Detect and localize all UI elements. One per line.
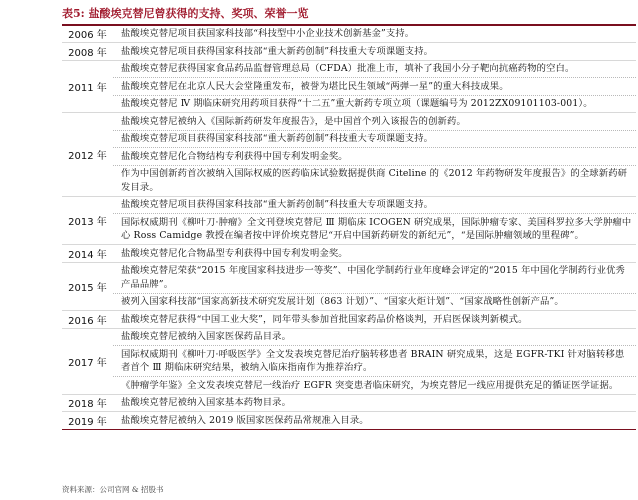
table-row [62, 412, 636, 430]
event-item: 盐酸埃克替尼被纳入《国际新药研发年度报告》，是中国首个列入该报告的创新药。 [113, 113, 636, 131]
honors-table [62, 24, 636, 430]
event-list [113, 412, 636, 429]
table-row [62, 26, 636, 44]
table-row [62, 43, 636, 61]
table-row [62, 61, 636, 114]
event-item: 盐酸埃克替尼化合物结构专利获得中国专利发明金奖。 [113, 148, 636, 166]
table-row [62, 263, 636, 312]
year-cell: 2008 年 [68, 47, 107, 59]
table-title: 盐酸埃克替尼曾获得的支持、奖项、荣誉一览 [88, 7, 309, 20]
table-row [62, 329, 636, 395]
event-item: 国际权威期刊《柳叶刀·呼吸医学》全文发表埃克替尼治疗脑转移患者 BRAIN 研究成果，这是 EGFR-TKI 针对脑转移患者首个 Ⅲ 期临床研究结果，被纳入临床指南作为推荐治疗。 [113, 346, 636, 377]
table-row [62, 113, 636, 197]
event-item: 盐酸埃克替尼项目获得国家科技部“重大新药创制”科技重大专项课题支持。 [113, 197, 636, 215]
year-cell: 2011 年 [68, 82, 107, 94]
event-list [113, 197, 636, 245]
event-list [113, 245, 636, 262]
year-cell: 2006 年 [68, 30, 107, 42]
event-list [113, 395, 636, 412]
event-item: 盐酸埃克替尼荣获“2015 年度国家科技进步一等奖”、中国化学制药行业年度峰会评定的“2015 年中国化学制药行业优秀产品品牌”。 [113, 263, 636, 294]
year-cell: 2019 年 [68, 416, 107, 428]
year-cell: 2017 年 [68, 357, 107, 369]
event-list [113, 329, 636, 394]
event-list [113, 113, 636, 196]
table-row [62, 395, 636, 413]
event-item: 作为中国创新药首次被纳入国际权威的医药临床试验数据提供商 Citeline 的《2012 年药物研发年度报告》的全球新药研发目录。 [121, 168, 628, 193]
event-item: 《肿瘤学年鉴》全文发表埃克替尼一线治疗 EGFR 突变患者临床研究，为埃克替尼一线应用提供充足的循证医学证据。 [121, 379, 619, 391]
table-number: 表5: [62, 7, 85, 20]
event-item: 盐酸埃克替尼被纳入国家基本药物目录。 [121, 397, 292, 409]
event-list [113, 26, 636, 43]
event-item: 盐酸埃克替尼获得国家食品药品监督管理总局（CFDA）批准上市，填补了我国小分子靶向抗癌药物的空白。 [113, 61, 636, 79]
event-item: 国际权威期刊《柳叶刀·肿瘤》全文刊登埃克替尼 Ⅲ 期临床 ICOGEN 研究成果，国际肿瘤专家、美国科罗拉多大学肿瘤中心 Ross Camidge 教授在编者按中评价埃克替尼“开启中国新药研发的新纪元”，“是国际肿瘤领域的里程碑”。 [121, 216, 632, 242]
year-cell: 2012 年 [68, 150, 107, 162]
event-list [113, 311, 636, 328]
source-note: 资料来源：公司官网 & 招股书 [62, 485, 164, 494]
year-cell: 2018 年 [68, 399, 107, 411]
table-caption [62, 5, 309, 21]
year-cell: 2013 年 [68, 216, 107, 228]
event-item: 盐酸埃克替尼化合物晶型专利获得中国专利发明金奖。 [121, 247, 348, 259]
event-item: 盐酸埃克替尼被纳入国家医保药品目录。 [113, 329, 636, 347]
year-cell: 2015 年 [68, 282, 107, 294]
event-item: 盐酸埃克替尼项目获国家科技部“科技型中小企业技术创新基金”支持。 [121, 28, 415, 40]
year-cell: 2014 年 [68, 249, 107, 261]
table-row [62, 197, 636, 246]
event-item: 盐酸埃克替尼项目获得国家科技部“重大新药创制”科技重大专项课题支持。 [121, 45, 434, 57]
event-item: 被列入国家科技部“国家高新技术研究发展计划（863 计划）”、“国家火炬计划”、“国家战略性创新产品”。 [121, 296, 564, 308]
event-item: 盐酸埃克替尼获得“中国工业大奖”，同年带头参加首批国家药品价格谈判，开启医保谈判新模式。 [121, 313, 528, 325]
event-item: 盐酸埃克替尼 Ⅳ 期临床研究用药项目获得“十二五”重大新药专项立项（课题编号为 2012ZX09101103-001）。 [121, 98, 593, 110]
event-list [113, 43, 636, 60]
event-item: 盐酸埃克替尼在北京人民大会堂隆重发布，被誉为堪比民生领域“两弹一星”的重大科技成果。 [113, 78, 636, 96]
event-list [113, 263, 636, 311]
table-row [62, 245, 636, 263]
event-item: 盐酸埃克替尼项目获得国家科技部“重大新药创制”科技重大专项课题支持。 [113, 131, 636, 149]
event-list [113, 61, 636, 113]
event-item: 盐酸埃克替尼被纳入 2019 版国家医保药品常规准入目录。 [121, 414, 369, 426]
year-cell: 2016 年 [68, 315, 107, 327]
table-row [62, 311, 636, 329]
